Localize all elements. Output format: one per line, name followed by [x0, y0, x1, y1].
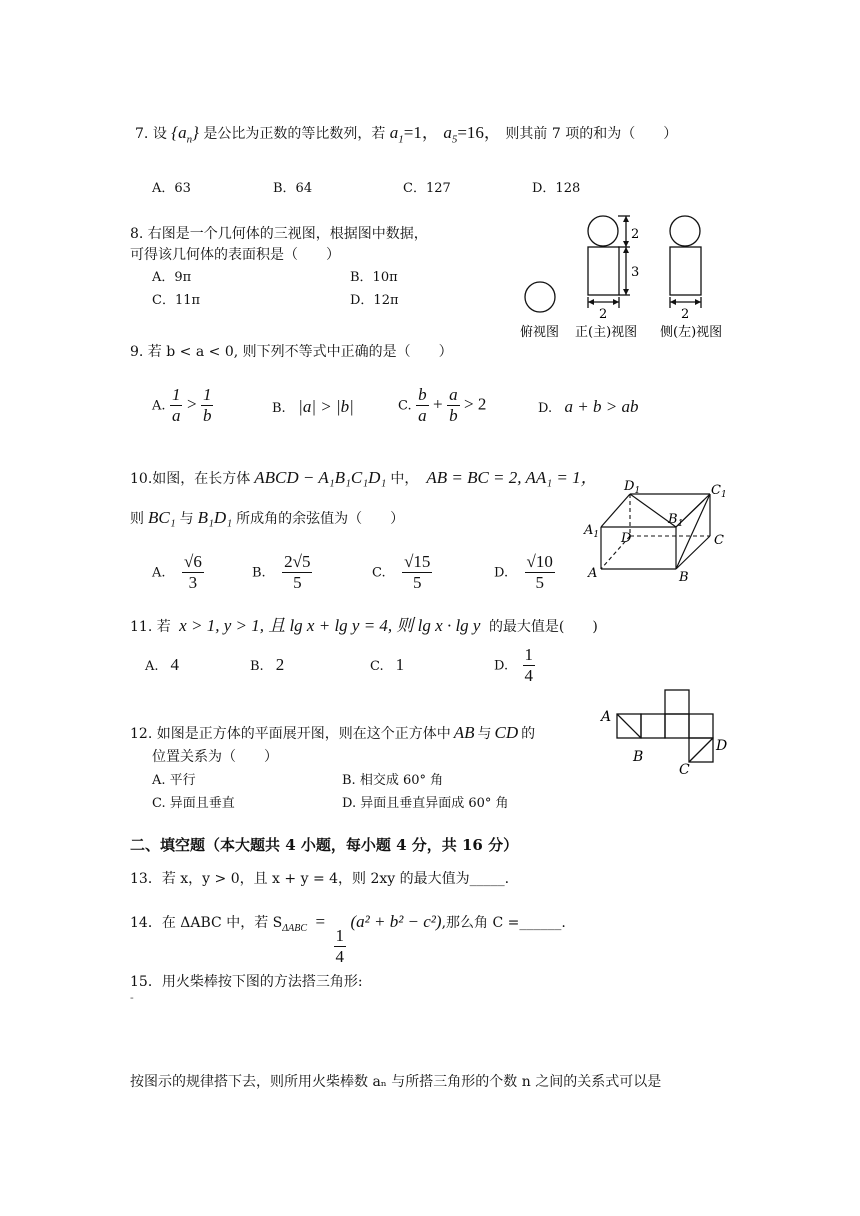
side-view-circle — [670, 216, 700, 246]
q11-stem: 11. 若 x > 1, y > 1, 且 lg x + lg y = 4, 则 lg x · lg y 的最大值是( ) — [130, 616, 598, 635]
net-label-c: C — [679, 762, 690, 777]
q8-line2: 可得该几何体的表面积是（ ） — [130, 247, 340, 263]
label-b: B — [679, 570, 689, 585]
front-view-circle — [588, 216, 618, 246]
q12-option-d: D. 异面且垂直异面成 60° 角 — [342, 796, 509, 811]
q7-option-d: D．128 — [532, 181, 581, 196]
dim-2-top: 2 — [631, 227, 640, 242]
q7-a1-val: =1， — [403, 123, 439, 142]
label-a1: $A_1$ — [584, 523, 600, 540]
net-label-b: B — [633, 749, 644, 765]
q9-stem: 9. 若 b < a < 0, 则下列不等式中正确的是（ ） — [130, 344, 453, 360]
q12-line2: 位置关系为（ ） — [152, 749, 278, 765]
q9-option-d: D. a + b > ab — [538, 397, 639, 416]
front-view-label: 正(主)视图 — [575, 325, 638, 340]
q12-option-b: B. 相交成 60° 角 — [342, 773, 444, 788]
q7-stem — [135, 118, 677, 145]
q15-line2: 按图示的规律搭下去，则所用火柴棒数 aₙ 与所搭三角形的个数 n 之间的关系式可以是 — [130, 1074, 662, 1090]
label-b1: $B_1$ — [668, 512, 684, 529]
q7-option-c: C．127 — [403, 181, 451, 196]
dim-2-front: 2 — [599, 307, 608, 322]
q10-cuboid-figure — [580, 476, 730, 588]
top-view-circle — [525, 282, 555, 312]
q7-a5: $a_5$ — [443, 123, 458, 146]
q10-option-b: B. $\frac{2√5}{5}$ — [252, 552, 311, 592]
q7-a1: $a_1$ — [389, 123, 404, 146]
q10-line1: 10.如图，在长方体 ABCD − A₁B₁C₁D₁ 中， AB = BC = 2, AA₁ = 1， — [130, 468, 598, 487]
q9-option-c: C. $\frac{b}{a}$ + $\frac{a}{b}$ > 2 — [398, 385, 487, 425]
label-d1: $D_1$ — [624, 479, 641, 496]
top-view-label: 俯视图 — [520, 325, 560, 340]
q9-option-b: B. |a| > |b| — [272, 397, 354, 416]
q8-option-c: C．11π — [152, 293, 201, 308]
q9-option-a: A. $\frac{1}{a}$ > $\frac{1}{b}$ — [152, 385, 212, 425]
q7-seq: $\{a_n\}$ — [171, 123, 199, 146]
q11-option-b: B. 2 — [250, 655, 285, 674]
net-label-a: A — [601, 709, 612, 725]
q7-text-c: 则其前 7 项的和为（ ） — [505, 126, 678, 142]
q12-cube-net-figure — [595, 685, 735, 777]
label-c1: $C_1$ — [711, 483, 727, 500]
side-view-rect — [670, 247, 701, 295]
q11-option-c: C. 1 — [370, 655, 405, 674]
q14-text: 14．在 ΔABC 中，若 $S_{\Delta ABC}$ = $\frac{1}{4}$ (a² + b² − c²),那么角 C =______. — [130, 912, 566, 966]
q12-line1: 12. 如图是正方体的平面展开图，则在这个正方体中 AB 与 CD 的 — [130, 723, 536, 742]
q8-three-view-figure — [515, 210, 745, 345]
q10-option-c: C. $\frac{√15}{5}$ — [372, 552, 431, 592]
q8-line1: 8. 右图是一个几何体的三视图，根据图中数据， — [130, 226, 428, 242]
q11-option-d: D. $\frac{1}{4}$ — [494, 645, 534, 685]
q11-option-a: A. 4 — [145, 655, 180, 674]
q8-option-a: A．9π — [152, 270, 192, 285]
dim-3: 3 — [631, 265, 640, 280]
q7-number: 7. — [135, 126, 149, 142]
q15-dash: - — [130, 991, 134, 1004]
net-label-d: D — [716, 738, 728, 754]
label-a: A — [588, 566, 598, 581]
q15-line1: 15．用火柴棒按下图的方法搭三角形: — [130, 974, 363, 990]
q7-text-a: 设 — [152, 126, 167, 142]
q10-option-d: D. $\frac{√10}{5}$ — [494, 552, 553, 592]
label-d: D — [621, 531, 632, 546]
q8-option-d: D．12π — [350, 293, 399, 308]
q12-option-a: A. 平行 — [152, 773, 196, 788]
dim-2-side: 2 — [681, 307, 690, 322]
q7-a5-val: =16， — [457, 123, 501, 142]
q10-option-a: A. $\frac{√6}{3}$ — [152, 552, 202, 592]
q10-line2: 则 BC₁ 与 B₁D₁ 所成角的余弦值为（ ） — [130, 508, 405, 527]
q8-option-b: B．10π — [350, 270, 398, 285]
section2-title: 二、填空题（本大题共 4 小题，每小题 4 分，共 16 分） — [130, 836, 519, 854]
side-view-label: 侧(左)视图 — [660, 325, 723, 340]
front-view-rect — [588, 247, 619, 295]
q12-option-c: C. 异面且垂直 — [152, 796, 235, 811]
q13-text: 13．若 x，y > 0，且 x + y = 4，则 2xy 的最大值为_____. — [130, 871, 510, 887]
label-c: C — [714, 533, 724, 548]
q7-option-b: B．64 — [273, 181, 313, 196]
q7-option-a: A．63 — [152, 181, 191, 196]
q7-text-b: 是公比为正数的等比数列，若 — [203, 126, 386, 142]
